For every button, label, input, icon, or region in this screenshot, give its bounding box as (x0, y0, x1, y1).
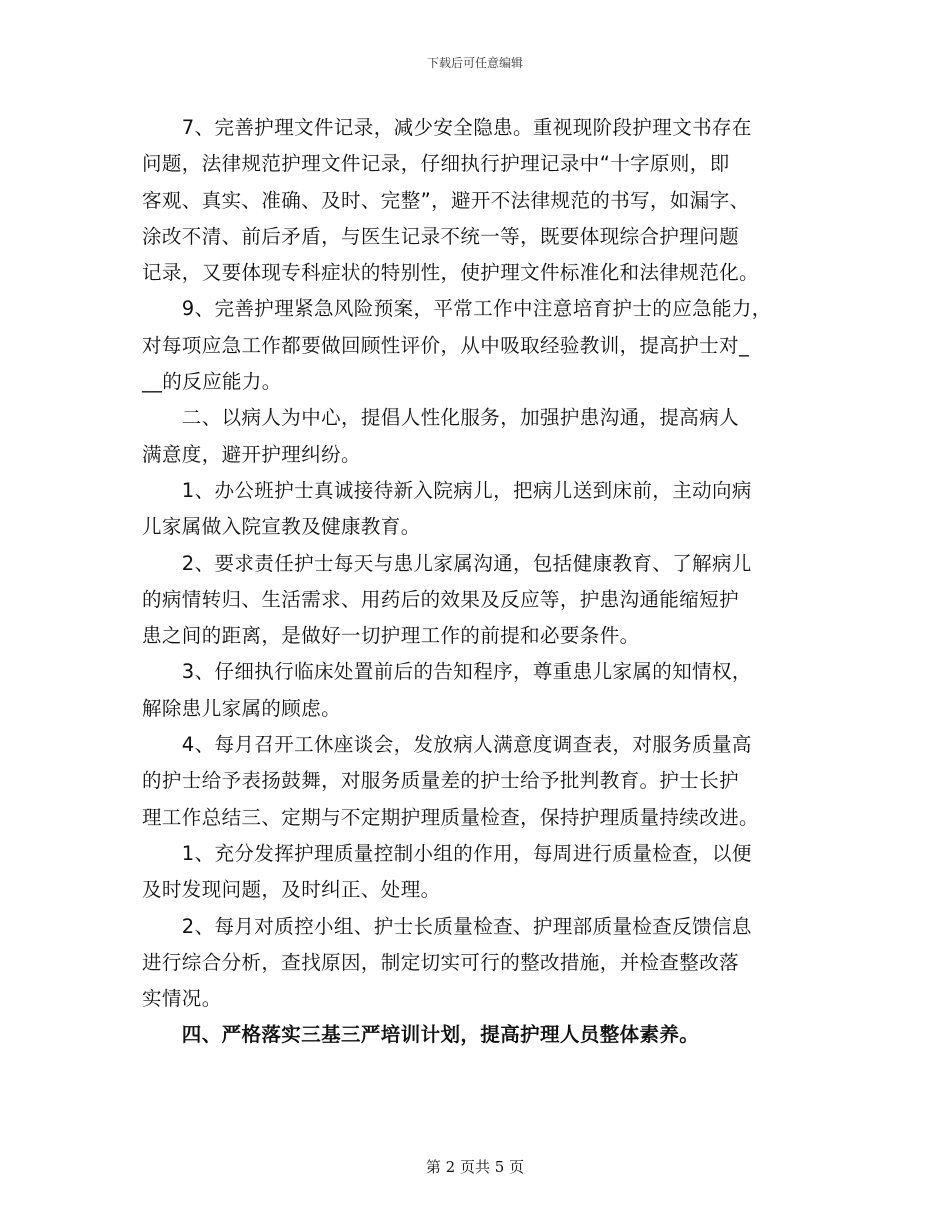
text-line: 记录，又要体现专科症状的特别性，使护理文件标准化和法律规范化。 (142, 261, 759, 285)
text-line: 及时发现问题，及时纠正、处理。 (142, 878, 441, 902)
text-line: 4、每月召开工休座谈会，发放病人满意度调查表，对服务质量高 (142, 733, 752, 757)
text-line: 的病情转归、生活需求、用药后的效果及反应等，护患沟通能缩短护 (142, 587, 740, 611)
text-line: 3、仔细执行临床处置前后的告知程序，尊重患儿家属的知情权， (142, 660, 752, 684)
text-line: 7、完善护理文件记录，减少安全隐患。重视现阶段护理文书存在 (142, 116, 752, 139)
text-line: 儿家属做入院宣教及健康教育。 (142, 515, 421, 539)
text-line: 1、充分发挥护理质量控制小组的作用，每周进行质量检查，以便 (142, 841, 752, 865)
text-line: 解除患儿家属的顾虑。 (142, 696, 342, 720)
text-line: 实情况。 (142, 987, 222, 1011)
text-line: 满意度，避开护理纠纷。 (142, 442, 361, 466)
text-line: __的反应能力。 (142, 370, 282, 394)
text-line: 进行综合分析，查找原因，制定切实可行的整改措施，并检查整改落 (142, 950, 740, 974)
text-line: 二、以病人为中心，提倡人性化服务，加强护患沟通，提高病人 (142, 406, 740, 430)
section-heading: 四、严格落实三基三严培训计划，提高护理人员整体素养。 (142, 1023, 700, 1047)
text-line: 1、办公班护士真诚接待新入院病儿，把病儿送到床前，主动向病 (142, 478, 752, 502)
text-line: 问题，法律规范护理文件记录，仔细执行护理记录中“十字原则，即 (142, 152, 730, 176)
text-line: 的护士给予表扬鼓舞，对服务质量差的护士给予批判教育。护士长护 (142, 769, 740, 793)
text-line: 9、完善护理紧急风险预案，平常工作中注意培育护士的应急能力， (142, 297, 772, 321)
text-line: 2、要求责任护士每天与患儿家属沟通，包括健康教育、了解病儿 (142, 551, 752, 575)
page-header: 下载后可任意编辑 (426, 56, 523, 70)
page-number: 第 2 页共 5 页 (425, 1158, 525, 1176)
text-line: 涂改不清、前后矛盾，与医生记录不统一等，既要体现综合护理问题 (142, 224, 740, 248)
text-line: 患之间的距离，是做好一切护理工作的前提和必要条件。 (142, 624, 640, 648)
text-line: 2、每月对质控小组、护士长质量检查、护理部质量检查反馈信息 (142, 914, 752, 938)
document-body (142, 110, 822, 1054)
text-line: 客观、真实、准确、及时、完整”，避开不法律规范的书写，如漏字、 (142, 188, 750, 212)
text-line: 理工作总结三、定期与不定期护理质量检查，保持护理质量持续改进。 (142, 805, 759, 829)
text-line: 对每项应急工作都要做回顾性评价，从中吸取经验教训，提高护士对_ (142, 333, 750, 357)
